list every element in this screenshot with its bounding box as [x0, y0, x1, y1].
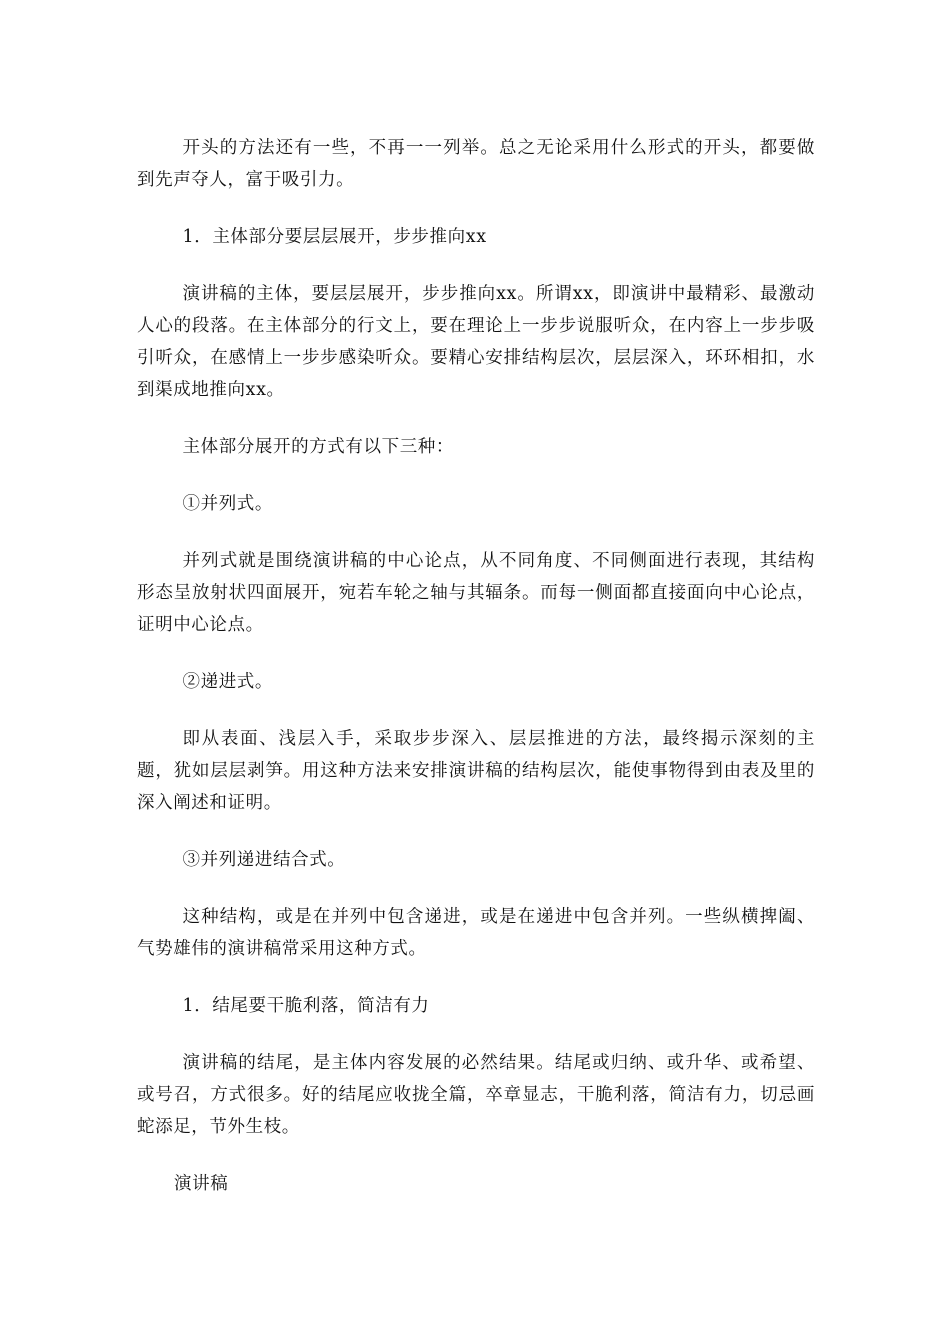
- paragraph-ending: 演讲稿的结尾，是主体内容发展的必然结果。结尾或归纳、或升华、或希望、或号召，方式很多。好的结尾应收拢全篇，卒章显志，干脆利落，简洁有力，切忌画蛇添足，节外生枝。: [137, 1053, 815, 1137]
- paragraph-parallel: 并列式就是围绕演讲稿的中心论点，从不同角度、不同侧面进行表现，其结构形态呈放射状四面展开，宛若车轮之轴与其辐条。而每一侧面都直接面向中心论点，证明中心论点。: [137, 551, 815, 635]
- heading-parallel: ①并列式。: [182, 494, 273, 514]
- paragraph-three-methods: 主体部分展开的方式有以下三种：: [182, 437, 454, 457]
- paragraph-opening-methods: 开头的方法还有一些，不再一一列举。总之无论采用什么形式的开头，都要做到先声夺人，富于吸引力。: [137, 138, 815, 190]
- document-body: [137, 132, 815, 1200]
- heading-body-section: 1．主体部分要层层展开，步步推向xx: [182, 227, 487, 247]
- footer-label: 演讲稿: [174, 1174, 229, 1194]
- paragraph-body-description: 演讲稿的主体，要层层展开，步步推向xx。所谓xx，即演讲中最精彩、最激动人心的段落。在主体部分的行文上，要在理论上一步步说服听众，在内容上一步步吸引听众，在感情上一步步感染听众。要精心安排结构层次，层层深入，环环相扣，水到渠成地推向xx。: [137, 284, 815, 400]
- heading-combined: ③并列递进结合式。: [182, 850, 346, 870]
- heading-ending-section: 1．结尾要干脆利落，简洁有力: [182, 996, 430, 1016]
- heading-progressive: ②递进式。: [182, 672, 273, 692]
- paragraph-progressive: 即从表面、浅层入手，采取步步深入、层层推进的方法，最终揭示深刻的主题，犹如层层剥笋。用这种方法来安排演讲稿的结构层次，能使事物得到由表及里的深入阐述和证明。: [137, 729, 815, 813]
- paragraph-combined: 这种结构，或是在并列中包含递进，或是在递进中包含并列。一些纵横捭阖、气势雄伟的演讲稿常采用这种方式。: [137, 907, 815, 959]
